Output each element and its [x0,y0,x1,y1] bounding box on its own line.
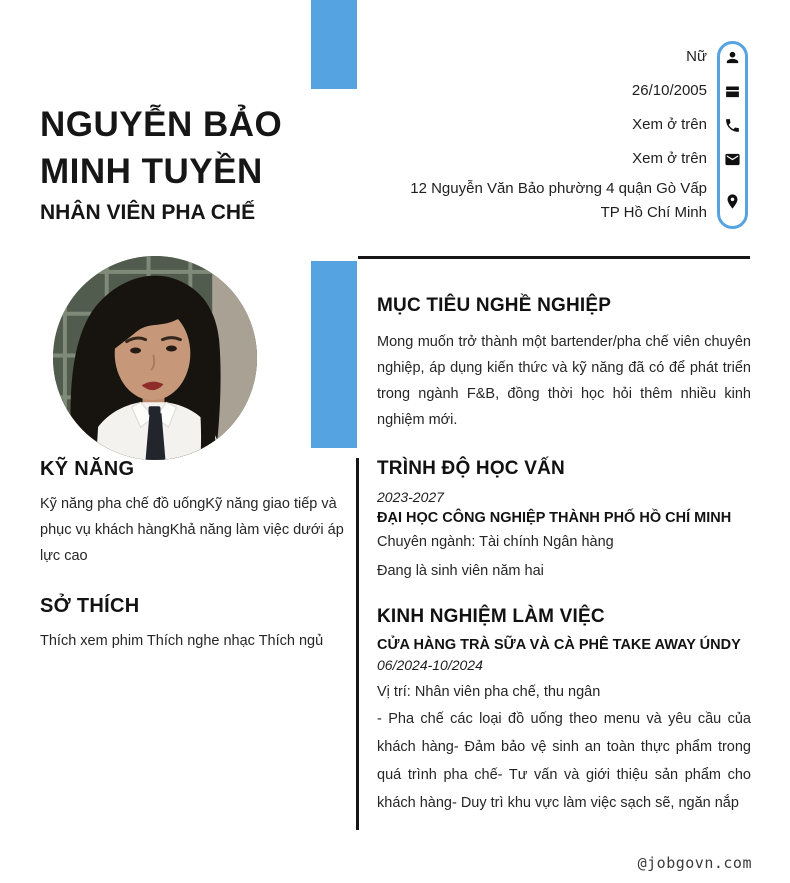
contact-row-gender [395,40,748,74]
education-heading: TRÌNH ĐỘ HỌC VẤN [377,458,565,479]
calendar-icon [717,74,748,108]
hobbies-heading: SỞ THÍCH [40,595,140,617]
gender-value: Nữ [686,48,707,65]
skills-heading: KỸ NĂNG [40,458,135,480]
address-value: 12 Nguyễn Văn Bảo phường 4 quận Gò Vấp TP Hồ Chí Minh [410,180,707,221]
vertical-divider [356,458,359,830]
education-major: Chuyên ngành: Tài chính Ngân hàng [377,534,614,550]
birthdate-value: 26/10/2005 [631,82,707,99]
phone-icon [717,108,748,142]
email-icon [717,142,748,176]
horizontal-divider [358,256,750,259]
objective-section [377,295,751,433]
objective-heading: MỤC TIÊU NGHỀ NGHIỆP [377,295,612,316]
education-years: 2023-2027 [377,489,444,505]
experience-period: 06/2024-10/2024 [377,657,483,673]
email-value: Xem ở trên [632,150,707,167]
watermark: @jobgovn.com [637,854,752,872]
contact-info [395,40,748,226]
phone-value: Xem ở trên [632,116,707,133]
profile-photo [53,256,257,460]
experience-position: Vị trí: Nhân viên pha chế, thu ngân [377,684,601,700]
name-line-1: NGUYỄN BẢO [40,105,283,144]
skills-body: Kỹ năng pha chế đồ uốngKỹ năng giao tiếp và phục vụ khách hàngKhả năng làm việc dưới áp lực cao [40,496,344,564]
experience-details: - Pha chế các loại đồ uống theo menu và yêu cầu của khách hàng- Đảm bảo vệ sinh an toàn thực phẩm trong quá trình pha chế- Tư vấn và giới thiệu sản phẩm cho khách hàng- Duy trì khu vực làm việc sạch sẽ, ngăn nắp [377,711,751,811]
person-icon [717,40,748,74]
experience-heading: KINH NGHIỆM LÀM VIỆC [377,606,605,627]
education-school: ĐẠI HỌC CÔNG NGHIỆP THÀNH PHỐ HỒ CHÍ MINH [377,510,732,526]
contact-row-phone [395,108,748,142]
location-icon [717,176,748,226]
hobbies-body: Thích xem phim Thích nghe nhạc Thích ngủ [40,633,324,649]
skills-section [40,458,352,569]
accent-bar-middle [311,261,357,448]
name-line-2: MINH TUYỀN [40,152,263,191]
contact-row-birthdate [395,74,748,108]
candidate-name [40,101,282,195]
contact-row-address [395,176,748,226]
hobbies-section [40,595,352,654]
education-status: Đang là sinh viên năm hai [377,563,544,579]
contact-row-email [395,142,748,176]
left-column [40,458,352,654]
experience-section [377,606,751,817]
job-title: NHÂN VIÊN PHA CHẾ [40,201,256,224]
education-section [377,458,751,584]
accent-bar-top [311,0,357,89]
experience-company: CỬA HÀNG TRÀ SỮA VÀ CÀ PHÊ TAKE AWAY ÚNDY [377,637,741,653]
objective-body: Mong muốn trở thành một bartender/pha chế viên chuyên nghiệp, áp dụng kiến thức và kỹ năng đã có để phát triển trong ngành F&B, đồng thời học hỏi thêm nhiều kinh nghiệm mới. [377,334,751,428]
